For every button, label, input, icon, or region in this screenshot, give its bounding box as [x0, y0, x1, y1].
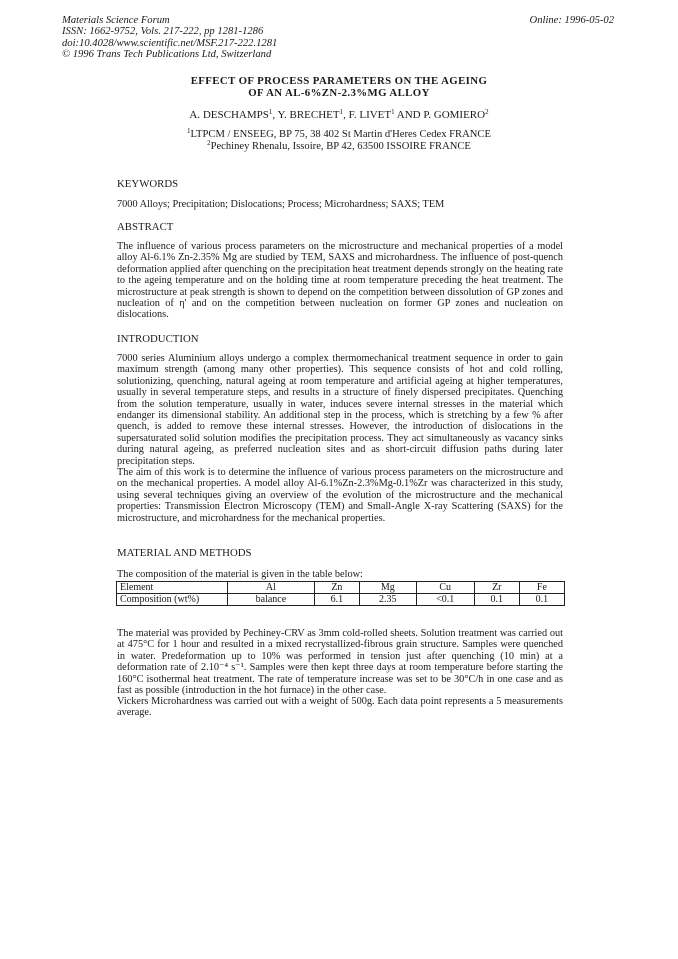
author-affiliation-mark: 1 — [391, 108, 395, 116]
author-name: Y. BRECHET — [277, 109, 340, 121]
table-header-cell: Zn — [314, 582, 359, 594]
table-cell: 0.1 — [474, 594, 519, 606]
table-cell: <0.1 — [416, 594, 474, 606]
keywords-list: 7000 Alloys; Precipitation; Dislocations; Process; Microhardness; SAXS; TEM — [117, 199, 445, 210]
online-date: Online: 1996-05-02 — [529, 15, 614, 26]
affiliation-mark: 2 — [207, 139, 211, 147]
table-intro-text: The composition of the material is given in the table below: — [117, 569, 363, 580]
table-cell: balance — [228, 594, 315, 606]
abstract-text: The influence of various process parameters on the microstructure and mechanical properties of a model alloy Al-6.1% Zn-2.35% Mg are studied by TEM, SAXS and microhardness. The influence of post-quench deformation applied after quenching on the precipitation heat treatment depends strongly on the heating rate to the ageing temperature and on the holding time at room temperature preceding the heat treatment. The microstructure at peak strength is shown to depend on the competition between dissolution of GP zones and nucleation of η' and on the competition between nucleation on former GP zones and nucleation on dislocations. — [117, 241, 563, 321]
author-affiliation-mark: 1 — [339, 108, 344, 116]
header-line-copyright: © 1996 Trans Tech Publications Ltd, Switzerland — [62, 49, 272, 61]
header-line-issn: ISSN: 1662-9752, Vols. 217-222, pp 1281-1286 — [62, 26, 264, 38]
affiliation-text: LTPCM / ENSEEG, BP 75, 38 402 St Martin d'Heres Cedex FRANCE — [190, 129, 491, 140]
methods-paragraph-2: Vickers Microhardness was carried out with a weight of 500g. Each data point represents a 5 measurements average. — [117, 696, 563, 719]
title-line-2: OF AN AL-6%ZN-2.3%MG ALLOY — [248, 87, 430, 99]
table-header-cell: Al — [228, 582, 315, 594]
table-cell: 0.1 — [519, 594, 564, 606]
table-header-cell: Fe — [519, 582, 564, 594]
affiliation-text: Pechiney Rhenalu, Issoire, BP 42, 63500 ISSOIRE FRANCE — [210, 141, 471, 152]
author-list — [0, 109, 678, 121]
table-header-cell: Element — [117, 582, 228, 594]
table-cell: 2.35 — [359, 594, 416, 606]
table-header-cell: Zr — [474, 582, 519, 594]
author-affiliation-mark: 1 — [268, 108, 273, 116]
affiliation-2 — [0, 141, 678, 152]
paper-title — [0, 75, 678, 99]
affiliation-1 — [0, 129, 678, 140]
table-header-cell: Mg — [359, 582, 416, 594]
composition-table — [116, 581, 565, 606]
header-line-journal: Materials Science Forum — [62, 15, 170, 26]
header-line-doi: doi:10.4028/www.scientific.net/MSF.217-222.1281 — [62, 37, 278, 49]
journal-header — [62, 15, 277, 61]
author-separator: , — [272, 109, 278, 121]
table-cell: 6.1 — [314, 594, 359, 606]
table-row — [117, 594, 565, 606]
affiliation-mark: 1 — [187, 127, 191, 135]
introduction-heading: INTRODUCTION — [117, 333, 199, 345]
table-header-row — [117, 582, 565, 594]
methods-paragraph-1: The material was provided by Pechiney-CRV as 3mm cold-rolled sheets. Solution treatment was carried out at 475°C for 1 hour and resulted in a mixed recrystallized-fibrous grain structure. Samples were quenched in water. Predeformation up to 10% was performed in tension just after quenching (10 min) at a deformation rate of 2.10⁻⁴ s⁻¹. Samples were then kept three days at room temperature before starting the 160°C isothermal heat treatment. The rate of temperature increase was set to be 30°C/h in one case and as fast as possible (introduction in the hot furnace) in the other case. — [117, 628, 563, 697]
author-name: F. LIVET — [348, 109, 392, 121]
table-cell: Composition (wt%) — [117, 594, 228, 606]
abstract-heading: ABSTRACT — [117, 221, 174, 233]
author-name: P. GOMIERO — [423, 109, 486, 121]
author-separator: , — [343, 109, 349, 121]
introduction-paragraph-2: The aim of this work is to determine the influence of various process parameters on the microstructure and on the mechanical properties. A model alloy Al-6.1%Zn-2.3%Mg-0.1%Zr was characterized in this study, using several techniques giving an overview of the evolution of the microstructure and the mechanical properties: Transmission Electron Microscopy (TEM) and Small-Angle X-ray Scattering (SAXS) for the microstructure, and microhardness for the mechanical properties. — [117, 467, 563, 524]
keywords-heading: KEYWORDS — [117, 178, 179, 190]
introduction-paragraph-1: 7000 series Aluminium alloys undergo a complex thermomechanical treatment sequence in order to gain maximum strength (among many other properties). This sequence consists of hot and cold rolling, solutionizing, quenching, natural ageing at room temperature and artificial ageing at higher temperatures, usually in several temperature steps, and results in a structure of finely dispersed precipitates. Quenching from the solution temperature, usually in water, induces severe internal stresses in the material which endanger its dimensional stability. An additional step in the process, which is stretching by a few % after quench, is added to remove these internal stresses. However, the introduction of dislocations in the supersaturated solid solution modifies the precipitation process. They act simultaneously as vacancy sinks during natural ageing, as preferred nucleation sites and as short-circuit diffusion paths during later precipitation steps. — [117, 353, 563, 467]
methods-heading: MATERIAL AND METHODS — [117, 547, 252, 559]
author-separator: AND — [394, 109, 424, 121]
table-header-cell: Cu — [416, 582, 474, 594]
title-line-1: EFFECT OF PROCESS PARAMETERS ON THE AGEING — [190, 75, 488, 87]
author-affiliation-mark: 2 — [485, 108, 489, 116]
author-name: A. DESCHAMPS — [189, 109, 269, 121]
